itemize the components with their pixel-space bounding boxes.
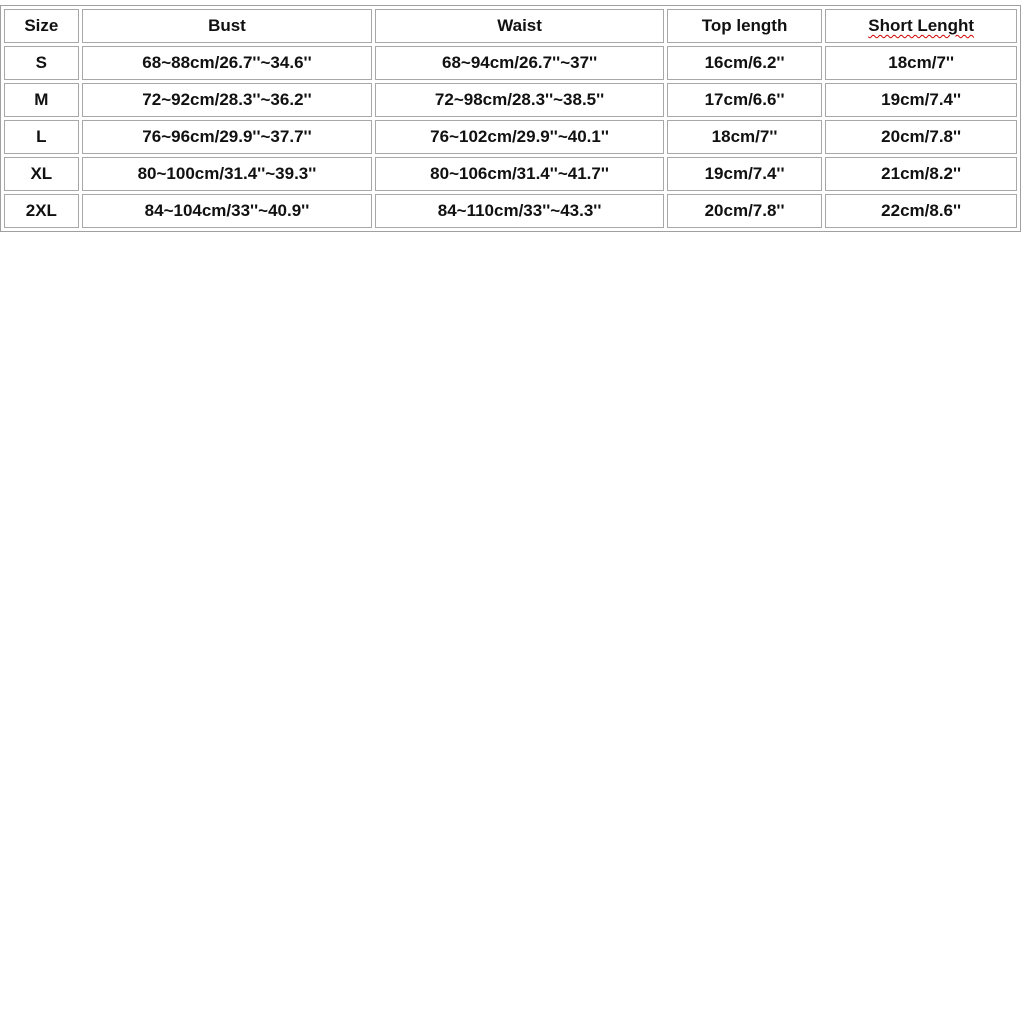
table-row — [4, 83, 1017, 117]
top-length-cell: 18cm/7'' — [667, 120, 822, 154]
size-chart-table — [0, 5, 1021, 232]
top-length-cell: 20cm/7.8'' — [667, 194, 822, 228]
size-cell: XL — [4, 157, 79, 191]
size-cell: M — [4, 83, 79, 117]
waist-cell: 76~102cm/29.9''~40.1'' — [375, 120, 664, 154]
table-row — [4, 120, 1017, 154]
bust-cell: 68~88cm/26.7''~34.6'' — [82, 46, 373, 80]
short-length-cell: 19cm/7.4'' — [825, 83, 1017, 117]
size-cell: L — [4, 120, 79, 154]
waist-cell: 72~98cm/28.3''~38.5'' — [375, 83, 664, 117]
bust-cell: 80~100cm/31.4''~39.3'' — [82, 157, 373, 191]
header-short-length-label: Short Lenght — [868, 16, 974, 35]
table-row — [4, 46, 1017, 80]
bust-cell: 84~104cm/33''~40.9'' — [82, 194, 373, 228]
short-length-cell: 21cm/8.2'' — [825, 157, 1017, 191]
header-top-length: Top length — [667, 9, 822, 43]
header-bust: Bust — [82, 9, 373, 43]
short-length-cell: 20cm/7.8'' — [825, 120, 1017, 154]
bust-cell: 72~92cm/28.3''~36.2'' — [82, 83, 373, 117]
header-size: Size — [4, 9, 79, 43]
short-length-cell: 18cm/7'' — [825, 46, 1017, 80]
table-row — [4, 157, 1017, 191]
top-length-cell: 17cm/6.6'' — [667, 83, 822, 117]
size-cell: S — [4, 46, 79, 80]
header-waist: Waist — [375, 9, 664, 43]
waist-cell: 84~110cm/33''~43.3'' — [375, 194, 664, 228]
table-row — [4, 194, 1017, 228]
top-length-cell: 19cm/7.4'' — [667, 157, 822, 191]
header-short-length — [825, 9, 1017, 43]
waist-cell: 68~94cm/26.7''~37'' — [375, 46, 664, 80]
top-length-cell: 16cm/6.2'' — [667, 46, 822, 80]
size-cell: 2XL — [4, 194, 79, 228]
bust-cell: 76~96cm/29.9''~37.7'' — [82, 120, 373, 154]
header-row — [4, 9, 1017, 43]
short-length-cell: 22cm/8.6'' — [825, 194, 1017, 228]
waist-cell: 80~106cm/31.4''~41.7'' — [375, 157, 664, 191]
